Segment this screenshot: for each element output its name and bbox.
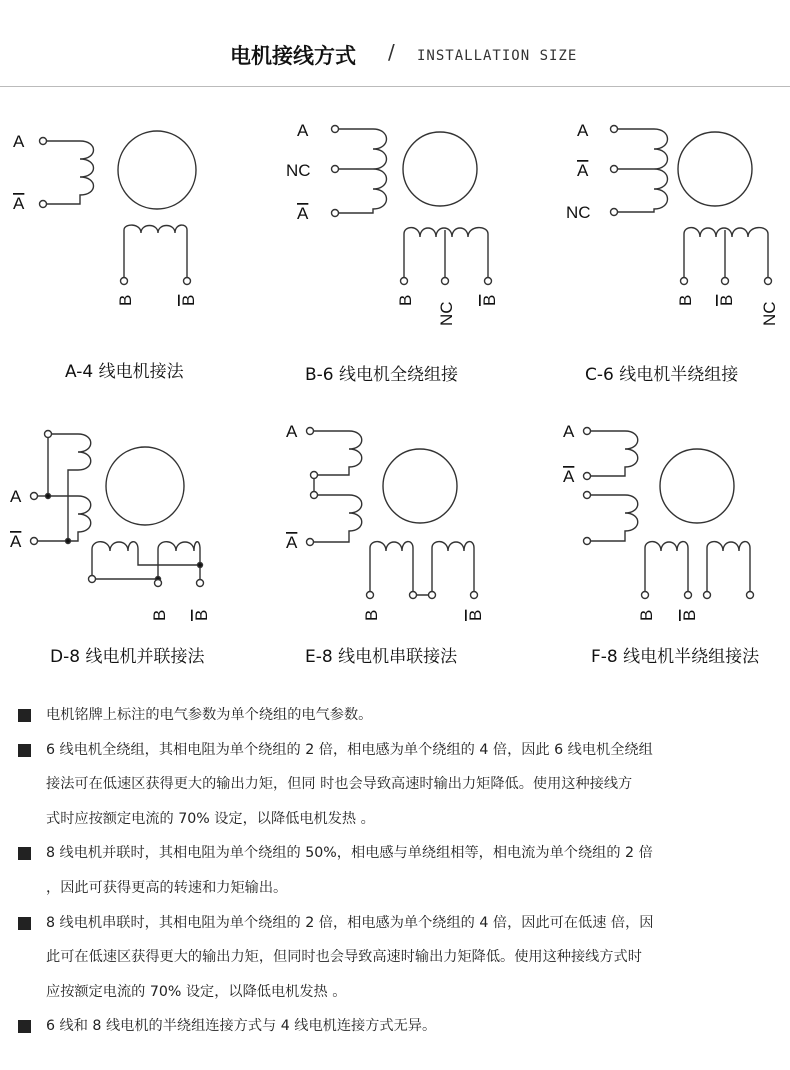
- terminal: [40, 201, 47, 208]
- note-line: 式时应按额定电流的 70% 设定，以降低电机发热 。: [46, 810, 375, 827]
- terminal: [401, 278, 408, 285]
- coil-a1: [314, 431, 362, 495]
- diagram-e: [286, 422, 485, 621]
- label-a: A: [563, 422, 575, 441]
- terminal: [89, 576, 96, 583]
- terminal: [611, 166, 618, 173]
- terminal: [307, 539, 314, 546]
- note-line: ，因此可获得更高的转速和力矩输出。: [46, 879, 288, 896]
- note-line: 8 线电机并联时，其相电阻为单个绕组的 50%，相电感与单绕组相等，相电流为单个绕组的 2 倍: [46, 845, 653, 862]
- terminal: [442, 278, 449, 285]
- coil-a2: [591, 495, 638, 541]
- bullet-square-icon: [18, 917, 31, 930]
- note-item: [18, 698, 788, 733]
- terminal: [429, 592, 436, 599]
- note-line: 此可在低速区获得更大的输出力矩，但同时也会导致高速时输出力矩降低。使用这种接线方式时: [46, 949, 642, 966]
- notes-list: [18, 698, 788, 1044]
- terminal: [45, 431, 52, 438]
- terminal: [722, 278, 729, 285]
- terminal: [31, 538, 38, 545]
- label-a: A: [297, 121, 309, 140]
- wiring-diagrams-panel: [0, 86, 790, 687]
- terminal: [584, 538, 591, 545]
- coil-a2: [314, 495, 362, 542]
- terminal: [332, 126, 339, 133]
- label-a-bar: A: [563, 467, 575, 486]
- terminal: [485, 278, 492, 285]
- diagram-c: [566, 121, 779, 326]
- junction: [66, 539, 71, 544]
- label-nc: NC: [566, 203, 591, 222]
- label-a-bar: A: [297, 204, 309, 223]
- coil-b: [684, 228, 768, 278]
- diagram-b: [286, 121, 499, 326]
- terminal: [311, 472, 318, 479]
- terminal: [332, 166, 339, 173]
- label-b: B: [116, 294, 135, 306]
- diagram-f: [563, 422, 754, 621]
- label-a-bar: A: [286, 533, 298, 552]
- junction: [46, 494, 51, 499]
- diagram-d: [10, 431, 211, 622]
- coil-a: [339, 129, 387, 213]
- terminal: [584, 428, 591, 435]
- coil-b2: [707, 542, 750, 592]
- terminal: [611, 126, 618, 133]
- caption-e: E-8 线电机串联接法: [305, 647, 458, 667]
- motor-rotor: [403, 132, 477, 206]
- label-b: B: [637, 609, 656, 621]
- caption-a: A-4 线电机接法: [65, 362, 184, 382]
- note-line: 8 线电机串联时，其相电阻为单个绕组的 2 倍，相电感为单个绕组的 4 倍，因此可在低速 倍，因: [46, 914, 654, 931]
- note-item: [18, 906, 788, 1010]
- coil-b2: [158, 542, 200, 579]
- caption-c: C-6 线电机半绕组接: [585, 365, 739, 385]
- terminal: [410, 592, 417, 599]
- wiring-diagrams: [0, 87, 790, 687]
- terminal: [642, 592, 649, 599]
- motor-rotor: [383, 449, 457, 523]
- caption-d: D-8 线电机并联接法: [50, 647, 205, 667]
- terminal: [311, 492, 318, 499]
- label-b: B: [396, 294, 415, 306]
- coil-b1: [645, 542, 688, 592]
- terminal: [471, 592, 478, 599]
- note-line: 6 线和 8 线电机的半绕组连接方式与 4 线电机连接方式无异。: [46, 1018, 437, 1035]
- terminal: [40, 138, 47, 145]
- label-nc: NC: [286, 161, 311, 180]
- terminal: [704, 592, 711, 599]
- terminal: [584, 492, 591, 499]
- page-title: 电机接线方式: [230, 44, 356, 68]
- label-nc: NC: [760, 301, 779, 326]
- diagram-a: [13, 131, 198, 306]
- coil-b: [404, 228, 488, 278]
- coil-b1: [370, 542, 413, 595]
- note-line: 6 线电机全绕组，其相电阻为单个绕组的 2 倍，相电感为单个绕组的 4 倍，因此 6 线电机全绕组: [46, 741, 653, 758]
- bullet-square-icon: [18, 744, 31, 757]
- terminal: [307, 428, 314, 435]
- label-b: B: [362, 609, 381, 621]
- terminal: [747, 592, 754, 599]
- terminal: [765, 278, 772, 285]
- coil-b1: [92, 542, 200, 579]
- label-a-bar: A: [13, 194, 25, 213]
- label-b-bar: B: [192, 609, 211, 621]
- terminal: [332, 210, 339, 217]
- note-item: [18, 836, 788, 905]
- terminal: [184, 278, 191, 285]
- note-line: 应按额定电流的 70% 设定，以降低电机发热 。: [46, 983, 347, 1000]
- coil-a: [47, 141, 94, 204]
- note-line: 接法可在低速区获得更大的输出力矩，但同 时也会导致高速时输出力矩降低。使用这种接线方: [46, 776, 633, 793]
- terminal: [197, 580, 204, 587]
- caption-b: B-6 线电机全绕组接: [305, 365, 459, 385]
- motor-rotor: [660, 449, 734, 523]
- terminal: [367, 592, 374, 599]
- bullet-square-icon: [18, 709, 31, 722]
- note-item: [18, 733, 788, 837]
- terminal: [121, 278, 128, 285]
- caption-f: F-8 线电机半绕组接法: [591, 647, 760, 667]
- coil-a: [618, 129, 668, 212]
- coil-b2: [432, 542, 474, 595]
- note-line: 电机铭牌上标注的电气参数为单个绕组的电气参数。: [46, 707, 373, 723]
- label-b-bar: B: [680, 609, 699, 621]
- terminal: [155, 580, 162, 587]
- motor-rotor: [118, 131, 196, 209]
- page-subtitle: INSTALLATION SIZE: [417, 48, 578, 64]
- label-b-bar: B: [717, 294, 736, 306]
- label-nc: NC: [437, 301, 456, 326]
- label-a-bar: A: [577, 161, 589, 180]
- label-b-bar: B: [466, 609, 485, 621]
- coil-a1: [48, 434, 91, 541]
- terminal: [611, 209, 618, 216]
- title-separator: /: [388, 40, 395, 64]
- terminal: [584, 473, 591, 480]
- label-b: B: [150, 609, 169, 621]
- label-a: A: [13, 132, 25, 151]
- coil-b: [124, 225, 187, 278]
- label-b-bar: B: [179, 294, 198, 306]
- coil-a1: [591, 431, 638, 476]
- note-item: [18, 1009, 788, 1044]
- label-b: B: [676, 294, 695, 306]
- terminal: [681, 278, 688, 285]
- label-a: A: [286, 422, 298, 441]
- label-a: A: [10, 487, 22, 506]
- junction: [198, 563, 203, 568]
- terminal: [31, 493, 38, 500]
- coil-a2: [38, 434, 91, 541]
- terminal: [685, 592, 692, 599]
- bullet-square-icon: [18, 1020, 31, 1033]
- page-header: [0, 0, 790, 86]
- motor-rotor: [106, 447, 184, 525]
- label-b-bar: B: [480, 294, 499, 306]
- label-a-bar: A: [10, 532, 22, 551]
- bullet-square-icon: [18, 847, 31, 860]
- label-a: A: [577, 121, 589, 140]
- motor-rotor: [678, 132, 752, 206]
